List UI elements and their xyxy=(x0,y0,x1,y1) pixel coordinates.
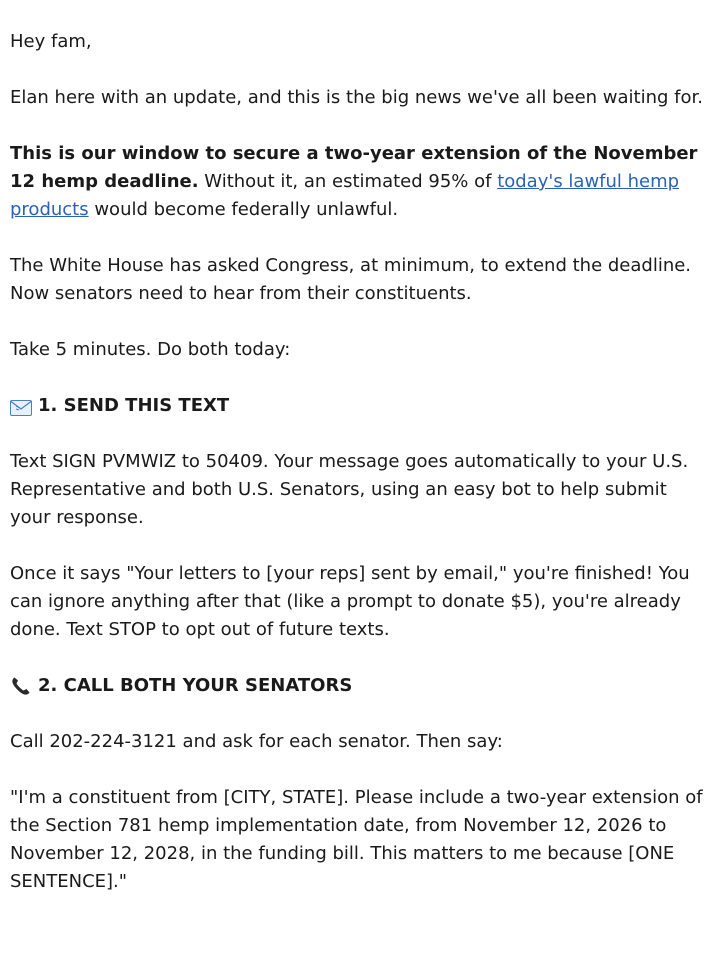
section-send-text-label: 1. SEND THIS TEXT xyxy=(38,395,230,416)
envelope-icon xyxy=(10,397,32,413)
greeting: Hey fam, xyxy=(10,31,92,52)
deadline-paragraph xyxy=(10,140,712,224)
white-house-paragraph: The White House has asked Congress, at minimum, to extend the deadline. Now senators need to hear from their constituents. xyxy=(10,255,692,304)
call-script-quote: "I'm a constituent from [CITY, STATE]. Please include a two-year extension of the Section 781 hemp implementation date, from November 12, 2026 to November 12, 2028, in the funding bill. This matters to me because [ONE SENTENCE]." xyxy=(10,787,703,892)
call-instructions: Call 202-224-3121 and ask for each senator. Then say: xyxy=(10,731,503,752)
lawful-hemp-products-link[interactable]: today's lawful hemp products xyxy=(10,171,680,220)
deadline-bold-text: This is our window to secure a two-year extension of the November 12 hemp deadline. xyxy=(10,143,698,192)
section-call-senators-heading xyxy=(10,672,712,700)
send-text-instructions: Text SIGN PVMWIZ to 50409. Your message goes automatically to your U.S. Representative and both U.S. Senators, using an easy bot to help submit your response. xyxy=(10,451,689,528)
section-call-senators-label: 2. CALL BOTH YOUR SENATORS xyxy=(38,675,353,696)
section-send-text-heading xyxy=(10,392,712,420)
deadline-text-before-link: Without it, an estimated 95% of xyxy=(198,171,498,192)
deadline-text-after-link: would become federally unlawful. xyxy=(88,199,399,220)
email-body xyxy=(10,28,712,924)
phone-icon xyxy=(10,675,32,697)
intro-paragraph: Elan here with an update, and this is the big news we've all been waiting for. xyxy=(10,87,703,108)
call-to-action-paragraph: Take 5 minutes. Do both today: xyxy=(10,339,291,360)
send-text-followup: Once it says "Your letters to [your reps] sent by email," you're finished! You can ignore anything after that (like a prompt to donate $5), you're already done. Text STOP to opt out of future texts. xyxy=(10,563,690,640)
